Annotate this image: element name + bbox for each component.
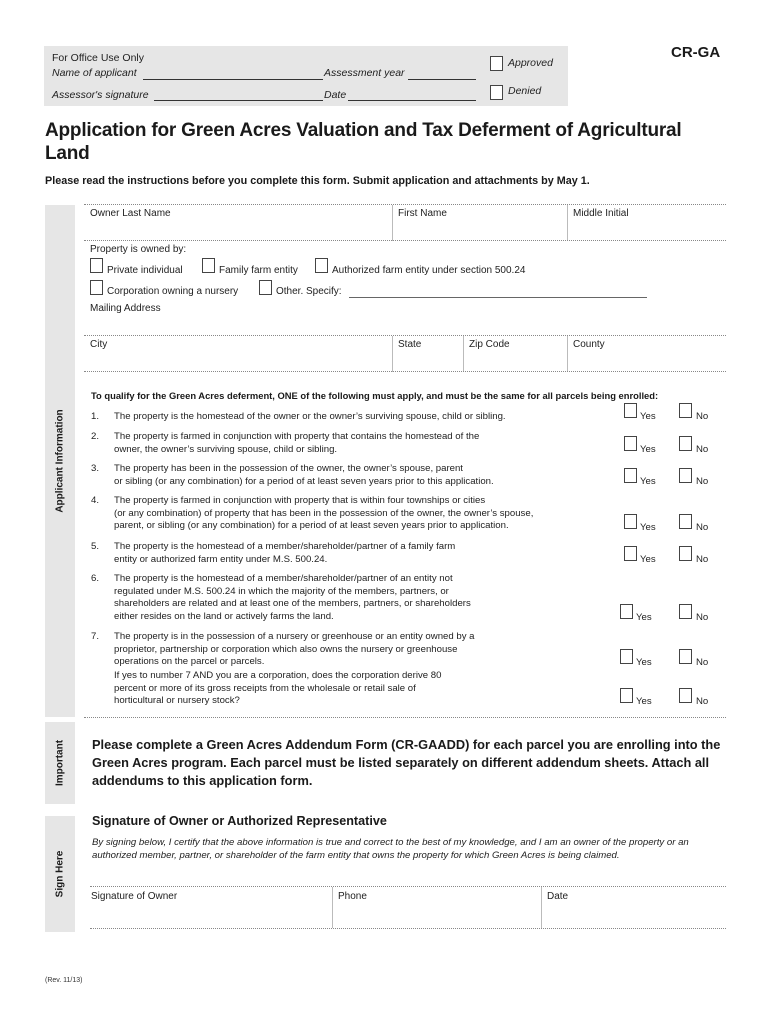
zip-label: Zip Code — [469, 339, 510, 350]
divider — [541, 887, 542, 928]
no-checkbox[interactable] — [679, 468, 692, 483]
denied-label: Denied — [508, 85, 542, 97]
no-label: No — [696, 612, 709, 623]
question-text — [114, 463, 494, 488]
family-farm-label: Family farm entity — [219, 265, 298, 276]
assessor-signature-line[interactable] — [154, 100, 323, 101]
question-text — [114, 411, 506, 424]
divider — [567, 205, 568, 241]
important-sidebar-label: Important — [54, 739, 66, 787]
question-line: The property is the homestead of the owner or the owner’s surviving spouse, child or sibling. — [114, 411, 506, 422]
divider — [463, 336, 464, 372]
yes-checkbox[interactable] — [624, 514, 637, 529]
instructions: Please read the instructions before you complete this form. Submit application and attachments by May 1. — [45, 175, 590, 187]
owner-last-name-label: Owner Last Name — [90, 208, 171, 219]
question-text — [114, 541, 455, 566]
important-sidebar — [45, 722, 75, 804]
divider — [84, 240, 726, 241]
state-label: State — [398, 339, 422, 350]
question-line: either resides on the land or actively farms the land. — [114, 610, 334, 622]
page-title: Application for Green Acres Valuation and Tax Deferment of Agricultural Land — [45, 120, 682, 164]
no-checkbox[interactable] — [679, 546, 692, 561]
question-line: The property is the homestead of a member/shareholder/partner of a family farm — [114, 541, 456, 552]
question-number: 7. — [91, 631, 100, 642]
corporation-nursery-label: Corporation owning a nursery — [107, 286, 239, 297]
question-line: (or any combination) of property that has been in the possession of the owner, the owner’s spouse, — [114, 507, 534, 519]
yes-checkbox[interactable] — [620, 649, 633, 664]
yes-label: Yes — [640, 444, 656, 455]
question-number: 4. — [91, 495, 100, 506]
divider — [392, 336, 393, 372]
question-text — [114, 495, 533, 533]
no-checkbox[interactable] — [679, 436, 692, 451]
question-number: 1. — [91, 411, 100, 422]
addendum-notice: Please complete a Green Acres Addendum Form (CR-GAADD) for each parcel you are enrolling into the Green Acres program. Each parcel must be listed separately on different addendum sheets. Attach all addendums to this application form. — [92, 737, 721, 788]
private-individual-checkbox[interactable] — [90, 258, 103, 273]
family-farm-checkbox[interactable] — [202, 258, 215, 273]
yes-label: Yes — [640, 476, 656, 487]
office-use-box — [44, 46, 568, 106]
question-line: The property is farmed in conjunction with property that contains the homestead of the — [114, 431, 480, 442]
divider — [90, 886, 726, 887]
middle-initial-label: Middle Initial — [573, 208, 629, 219]
no-label: No — [696, 657, 709, 668]
question-line: The property is in the possession of a nursery or greenhouse or an entity owned by a — [114, 631, 475, 642]
denied-checkbox[interactable] — [490, 85, 503, 100]
no-label: No — [696, 696, 709, 707]
yes-label: Yes — [640, 411, 656, 422]
no-checkbox[interactable] — [679, 604, 692, 619]
question-line: The property has been in the possession of the owner, the owner’s spouse, parent — [114, 463, 463, 474]
yes-checkbox[interactable] — [624, 403, 637, 418]
private-individual-label: Private individual — [107, 265, 183, 276]
certification-text: By signing below, I certify that the above information is true and correct to the best of my knowledge, and I am an owner of the property or an authorized member, partner, or shareholder of the farm entity that owns the property for which Green Acres is being claimed. — [92, 837, 689, 861]
revision-note: (Rev. 11/13) — [45, 977, 83, 984]
applicant-sidebar-label: Applicant Information — [54, 409, 66, 513]
question-number: 3. — [91, 463, 100, 474]
approved-label: Approved — [508, 57, 553, 69]
question-line: shareholders are related and at least one of the members, partners, or shareholders — [114, 598, 471, 610]
county-label: County — [573, 339, 605, 350]
applicant-name-line[interactable] — [143, 79, 323, 80]
no-checkbox[interactable] — [679, 688, 692, 703]
mailing-address-label: Mailing Address — [90, 303, 161, 314]
question-line: parent, or sibling (or any combination) for a period of at least seven years prior to application. — [114, 520, 509, 532]
divider — [392, 205, 393, 241]
question-number: 2. — [91, 431, 100, 442]
no-checkbox[interactable] — [679, 514, 692, 529]
assessment-year-label: Assessment year — [324, 67, 405, 79]
other-specify-label: Other. Specify: — [276, 286, 342, 297]
other-checkbox[interactable] — [259, 280, 272, 295]
question-line: If yes to number 7 AND you are a corporation, does the corporation derive 80 — [114, 670, 442, 681]
question-line: The property is farmed in conjunction with property that is within four townships or cities — [114, 495, 486, 506]
qualify-heading: To qualify for the Green Acres deferment, ONE of the following must apply, and must be the same for all parcels being enrolled: — [91, 390, 659, 401]
applicant-sidebar — [45, 205, 75, 717]
authorized-farm-checkbox[interactable] — [315, 258, 328, 273]
question-text — [114, 573, 471, 623]
question-line: The property is the homestead of a member/shareholder/partner of an entity not — [114, 573, 453, 584]
question-line: horticultural or nursery stock? — [114, 695, 240, 707]
sign-sidebar-label: Sign Here — [54, 850, 66, 898]
sign-date-label: Date — [547, 891, 569, 902]
yes-label: Yes — [640, 554, 656, 565]
yes-label: Yes — [636, 657, 652, 668]
no-label: No — [696, 444, 709, 455]
signature-heading: Signature of Owner or Authorized Representative — [92, 814, 387, 828]
question-line: operations on the parcel or parcels. — [114, 656, 265, 668]
no-checkbox[interactable] — [679, 403, 692, 418]
yes-label: Yes — [636, 696, 652, 707]
assessment-year-line[interactable] — [408, 79, 476, 80]
question-line: or sibling (or any combination) for a period of at least seven years prior to this application. — [114, 475, 494, 487]
sign-sidebar — [45, 816, 75, 932]
authorized-farm-label: Authorized farm entity under section 500.24 — [332, 265, 526, 276]
question-number: 6. — [91, 573, 100, 584]
no-label: No — [696, 476, 709, 487]
divider — [90, 928, 726, 929]
question-line: entity or authorized farm entity under M.S. 500.24. — [114, 553, 328, 565]
question-text — [114, 631, 475, 669]
divider — [567, 336, 568, 372]
signature-owner-label: Signature of Owner — [91, 891, 178, 902]
divider — [84, 335, 726, 336]
yes-checkbox[interactable] — [624, 436, 637, 451]
corporation-nursery-checkbox[interactable] — [90, 280, 103, 295]
yes-label: Yes — [640, 522, 656, 533]
city-label: City — [90, 339, 108, 350]
other-specify-line[interactable] — [349, 297, 647, 298]
question-text — [114, 431, 479, 456]
no-label: No — [696, 554, 709, 565]
owned-by-label: Property is owned by: — [90, 244, 187, 255]
question-number: 5. — [91, 541, 100, 552]
no-label: No — [696, 522, 709, 533]
form-id: CR-GA — [671, 44, 721, 61]
divider — [84, 371, 726, 372]
yes-checkbox[interactable] — [624, 468, 637, 483]
question-line: owner, the owner’s surviving spouse, child or sibling. — [114, 443, 338, 455]
question-line: proprietor, partnership or corporation which also owns the nursery or greenhouse — [114, 643, 458, 655]
applicant-name-label: Name of applicant — [52, 67, 137, 79]
first-name-label: First Name — [398, 208, 447, 219]
approved-checkbox[interactable] — [490, 56, 503, 71]
phone-label: Phone — [338, 891, 367, 902]
no-label: No — [696, 411, 709, 422]
divider — [84, 204, 726, 205]
divider — [84, 717, 726, 718]
divider — [332, 887, 333, 928]
yes-checkbox[interactable] — [620, 688, 633, 703]
question-line: percent or more of its gross receipts from the wholesale or retail sale of — [114, 682, 416, 694]
yes-checkbox[interactable] — [620, 604, 633, 619]
office-date-line[interactable] — [348, 100, 476, 101]
office-heading: For Office Use Only — [52, 52, 144, 64]
question-line: regulated under M.S. 500.24 in which the majority of the members, partners, or — [114, 585, 449, 597]
yes-label: Yes — [636, 612, 652, 623]
no-checkbox[interactable] — [679, 649, 692, 664]
yes-checkbox[interactable] — [624, 546, 637, 561]
assessor-signature-label: Assessor's signature — [52, 89, 149, 101]
question-text — [114, 670, 441, 708]
office-date-label: Date — [324, 89, 347, 101]
